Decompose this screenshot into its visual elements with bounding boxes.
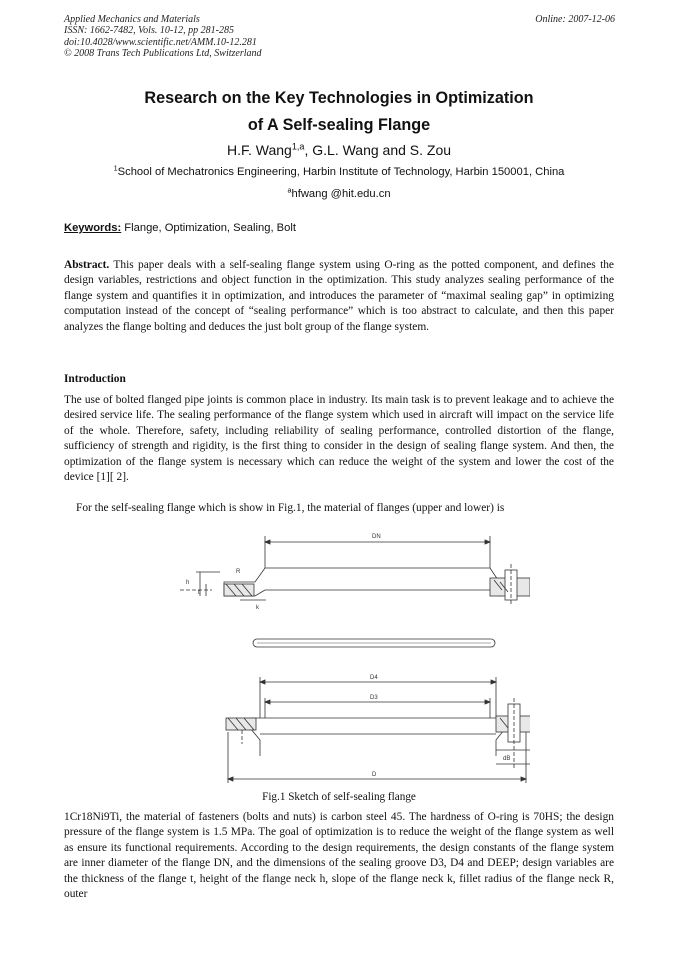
keywords-text: Flange, Optimization, Sealing, Bolt	[121, 222, 296, 234]
db-label: dB	[503, 756, 511, 762]
doi-line: doi:10.4028/www.scientific.net/AMM.10-12.281	[64, 36, 257, 48]
affiliation	[0, 163, 678, 178]
author-email	[0, 185, 678, 200]
issn-line: ISSN: 1662-7482, Vols. 10-12, pp 281-285	[64, 25, 234, 37]
paper-title-line-2: of A Self-sealing Flange	[247, 116, 431, 134]
keywords-label: Keywords:	[64, 222, 122, 234]
author-1: H.F. Wang	[226, 142, 292, 158]
r-label: R	[236, 569, 241, 575]
author-list	[0, 142, 678, 158]
journal-name: Applied Mechanics and Materials	[64, 14, 200, 25]
figure-caption: Fig.1 Sketch of self-sealing flange	[262, 791, 416, 803]
lower-flange-view	[226, 675, 530, 783]
other-authors: , G.L. Wang and S. Zou	[304, 142, 452, 158]
online-date: Online: 2007-12-06	[535, 14, 615, 25]
introduction-paragraph-3: 1Cr18Ni9Ti, the material of fasteners (bolts and nuts) is carbon steel 45. The hardness of O-ring is 70HS; the design pressure of the flange system is 1.5 MPa. The goal of optimization is to reduce the weight of the flange system as well as ensure its functional requirements. According to the design requirements, the design constants of the flange system are inner diameter of the flange DN, and the dimensions of the sealing groove D3, D4 and DEEP; design variables are the thickness of the flange t, height of the flange neck h, slope of the flange neck k, fillet radius of the flange neck R, outer	[64, 811, 614, 901]
affiliation-superscript: 1	[113, 163, 118, 173]
keywords	[64, 222, 296, 234]
o-ring-view	[253, 639, 495, 647]
introduction-paragraph-1: The use of bolted flanged pipe joints is common place in industry. Its main task is to prevent leakage and to achieve the desired service life. The sealing performance of the flange system which used in aircraft will impact on the service life of the whole. Therefore, safety, including reliability of sealing performance, controlled distortion of the flange, sufficiency of strength and rigidity, is the first thing to consider in the design of sealing flange system. And then, the optimization of the flange system is necessary which can reduce the weight of the system and lower the cost of the device [1][ 2].	[64, 394, 614, 484]
d4-label: D4	[370, 675, 378, 681]
email-text: hfwang @hit.edu.cn	[291, 188, 391, 200]
affiliation-text: School of Mechatronics Engineering, Harbin Institute of Technology, Harbin 150001, China	[117, 166, 565, 178]
flange-sketch	[160, 524, 530, 786]
k-label: k	[256, 605, 259, 611]
abstract	[64, 258, 614, 335]
journal-header	[64, 14, 262, 59]
abstract-text: This paper deals with a self-sealing flange system using O-ring as the potted component, and defines the design variables, restrictions and object function in the optimization. This study analyzes sealing performance of the flange system and quantifies it in optimization, and introduces the parameter of “maximal sealing gap” in optimizing computation instead of the concept of “sealing performance” which is too abstract to calculate, and then this paper analyzes the flange bolting and deduces the just bolt group of the flange system.	[64, 259, 614, 333]
author-1-superscript: 1,a	[291, 141, 305, 152]
dn-label: DN	[372, 534, 381, 540]
h-label: h	[186, 580, 190, 586]
t-label: t	[198, 590, 200, 596]
copyright-line: © 2008 Trans Tech Publications Ltd, Switzerland	[64, 47, 262, 59]
abstract-label: Abstract.	[64, 259, 110, 271]
paper-title-line-1: Research on the Key Technologies in Optimization	[144, 89, 534, 107]
introduction-heading: Introduction	[64, 373, 126, 385]
email-superscript: a	[287, 185, 292, 195]
introduction-paragraph-2: For the self-sealing flange which is show in Fig.1, the material of flanges (upper and lower) is	[76, 502, 505, 514]
d-label: D	[372, 772, 377, 778]
d3-label: D3	[370, 695, 378, 701]
upper-flange-view	[180, 534, 530, 611]
